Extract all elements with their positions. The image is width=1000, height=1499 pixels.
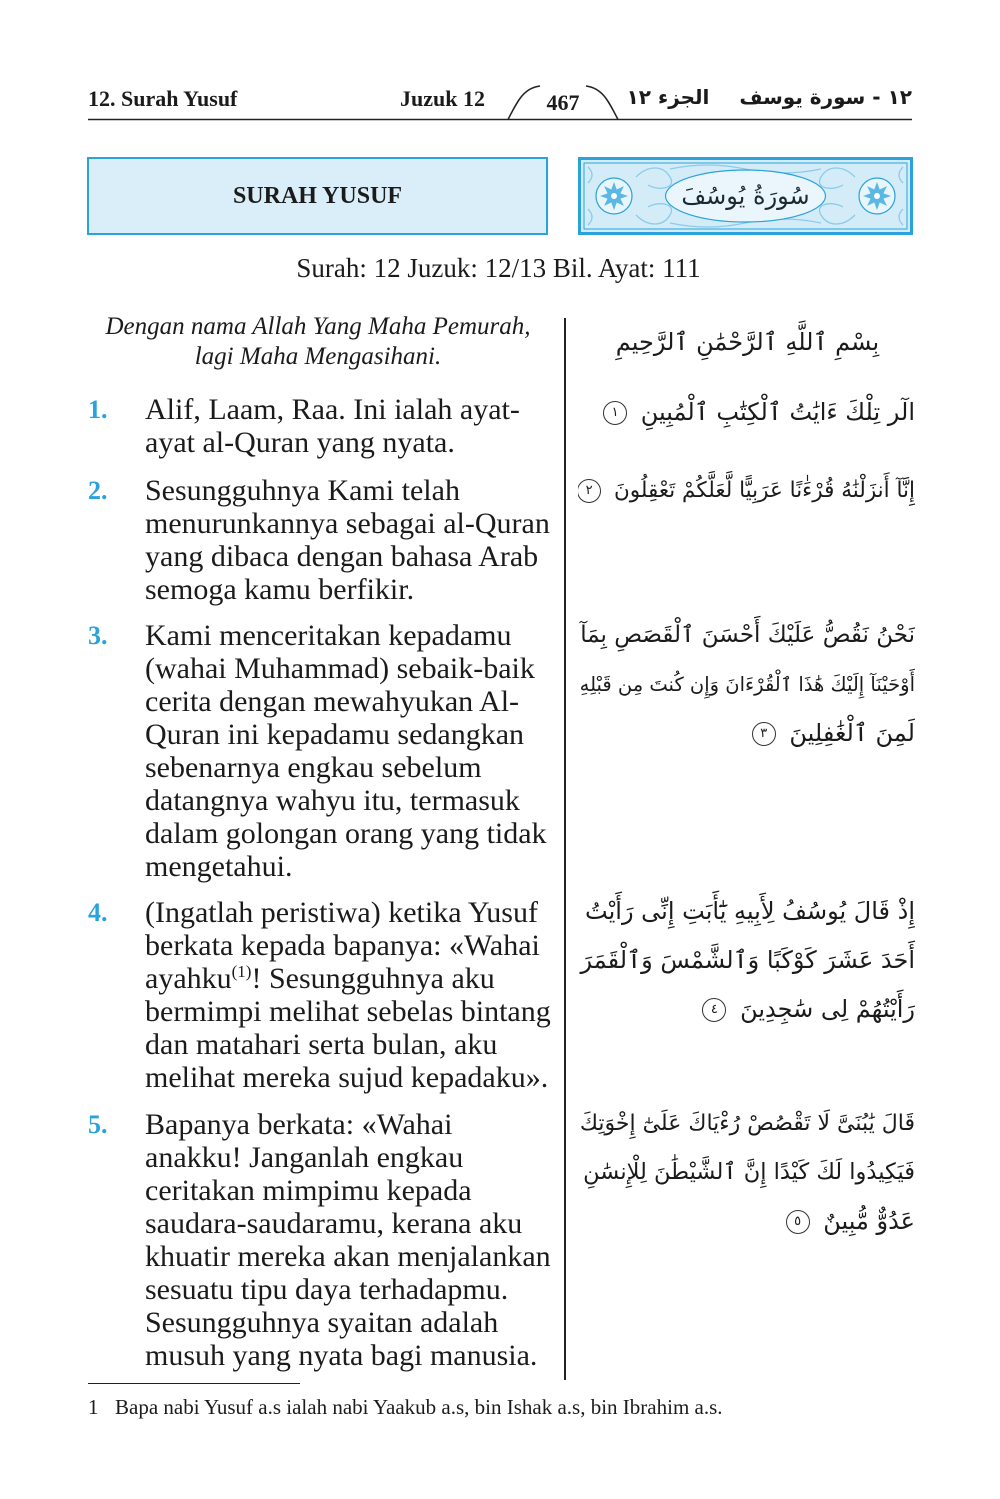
verse-number: 2. xyxy=(88,476,108,505)
footnote-text: Bapa nabi Yusuf a.s ialah nabi Yaakub a.s, bin Ishak a.s, bin Ibrahim a.s. xyxy=(115,1395,723,1419)
verse-line: datangnya wahyu itu, termasuk xyxy=(145,784,520,817)
verse-line: Quran ini kepadamu sedangkan xyxy=(145,718,525,751)
arabic-text: نَحْنُ نَقُصُّ عَلَيْكَ أَحْسَنَ ٱلْقَصَصِ بِمَآ xyxy=(580,622,915,648)
arabic-line xyxy=(578,1099,915,1148)
verse-line: sesuatu tipu daya terhadapmu. xyxy=(145,1273,509,1306)
arabic-line xyxy=(578,388,915,437)
ayah-end-marker: ١ xyxy=(603,401,627,425)
verse-line: bermimpi melihat sebelas bintang xyxy=(145,995,551,1028)
verse-text xyxy=(145,1108,560,1372)
verse-text xyxy=(145,619,560,883)
arabic-text: رَأَيْتُهُمْ لِى سَٰجِدِينَ xyxy=(740,995,915,1023)
verse-line: melihat mereka sujud kepadaku». xyxy=(145,1061,549,1094)
verse-line: (wahai Muhammad) sebaik-baik xyxy=(145,652,535,685)
page-number: 467 xyxy=(546,90,580,115)
ayah-end-marker: ٥ xyxy=(786,1210,810,1234)
arabic-line xyxy=(578,611,915,660)
arabic-text: إِذْ قَالَ يُوسُفُ لِأَبِيهِ يَٰٓأَبَتِ إِنِّى رَأَيْتُ xyxy=(585,897,915,925)
arabic-text: أَحَدَ عَشَرَ كَوْكَبًا وَٱلشَّمْسَ وَٱلْقَمَرَ xyxy=(580,946,915,974)
verse-text xyxy=(145,474,560,606)
arabic-text: لَمِنَ ٱلْغَٰفِلِينَ xyxy=(789,719,915,747)
basmalah-translation-line: Dengan nama Allah Yang Maha Pemurah, xyxy=(105,313,531,340)
column-divider xyxy=(564,318,566,1380)
surah-title: SURAH YUSUF xyxy=(232,182,403,209)
verse-1-arabic xyxy=(578,388,915,437)
basmalah-arabic: بِسْمِ ٱللَّهِ ٱلرَّحْمَٰنِ ٱلرَّحِيمِ xyxy=(615,328,880,356)
verse-line: Kami menceritakan kepadamu xyxy=(145,619,512,652)
basmalah-translation-line: lagi Maha Mengasihani. xyxy=(194,343,442,370)
verse-line: ceritakan mimpimu kepada xyxy=(145,1174,472,1207)
verse-line-segment: ! Sesungguhnya aku xyxy=(251,962,495,995)
verse-number: 4. xyxy=(88,898,108,927)
verse-line: berkata kepada bapanya: «Wahai xyxy=(145,929,540,962)
verse-2-arabic xyxy=(578,466,915,515)
verse-number: 5. xyxy=(88,1110,108,1139)
arabic-line xyxy=(578,466,915,515)
rosette-right xyxy=(859,178,895,214)
basmalah-translation xyxy=(88,312,548,372)
arabic-text: فَيَكِيدُوا لَكَ كَيْدًا إِنَّ ٱلشَّيْطَٰنَ لِلْإِنسَٰنِ xyxy=(583,1159,915,1185)
arabic-line xyxy=(578,660,915,709)
verse-line: mengetahui. xyxy=(145,850,293,883)
rosette-left xyxy=(596,178,632,214)
arabic-line xyxy=(578,887,915,936)
arabic-line xyxy=(578,1197,915,1246)
footnote-rule xyxy=(88,1383,300,1384)
surah-name-arabic: سُورَةُ يُوسُفَ xyxy=(681,182,810,210)
verse-4-arabic xyxy=(578,887,915,1034)
verse-line: cerita dengan mewahyukan Al- xyxy=(145,685,520,718)
verse-line: musuh yang nyata bagi manusia. xyxy=(145,1339,538,1372)
verse-text xyxy=(145,393,560,459)
verse-line: anakku! Janganlah engkau xyxy=(145,1141,464,1174)
verse-line xyxy=(145,962,560,995)
verse-line: Bapanya berkata: «Wahai xyxy=(145,1108,453,1141)
verse-line: yang dibaca dengan bahasa Arab xyxy=(145,540,539,573)
footnote-reference: (1) xyxy=(231,962,252,981)
verse-line: (Ingatlah peristiwa) ketika Yusuf xyxy=(145,896,538,929)
verse-line: dalam golongan orang yang tidak xyxy=(145,817,547,850)
verse-line-segment: ayahku xyxy=(145,962,232,995)
arabic-text: إِنَّآ أَنزَلْنَٰهُ قُرْءَٰنًا عَرَبِيًّا لَّعَلَّكُمْ تَعْقِلُونَ xyxy=(613,478,915,503)
arabic-text: عَدُوٌّ مُّبِينٌ xyxy=(823,1207,915,1235)
running-head-juzuk: Juzuk 12 xyxy=(400,86,485,111)
arabic-line xyxy=(578,936,915,985)
ayah-end-marker: ٣ xyxy=(752,722,776,746)
ayah-end-marker: ٢ xyxy=(578,479,601,503)
verse-3-arabic xyxy=(578,611,915,758)
arabic-line xyxy=(578,985,915,1034)
arabic-line xyxy=(578,1148,915,1197)
surah-info: Surah: 12 Juzuk: 12/13 Bil. Ayat: 111 xyxy=(296,253,701,283)
verse-line: saudara-saudaramu, kerana aku xyxy=(145,1207,523,1240)
verse-line: sebenarnya engkau sebelum xyxy=(145,751,482,784)
verse-number: 1. xyxy=(88,395,108,424)
verse-line: menurunkannya sebagai al-Quran xyxy=(145,507,550,540)
verse-line: Sesungguhnya syaitan adalah xyxy=(145,1306,499,1339)
verse-line: Alif, Laam, Raa. Ini ialah ayat- xyxy=(145,393,520,426)
verse-text xyxy=(145,896,560,1094)
arabic-line xyxy=(578,709,915,758)
arabic-text: الٓر تِلْكَ ءَايَٰتُ ٱلْكِتَٰبِ ٱلْمُبِينِ xyxy=(640,398,915,426)
verse-line: dan matahari serta bulan, aku xyxy=(145,1028,498,1061)
verse-line: semoga kamu berfikir. xyxy=(145,573,415,606)
running-head-surah: 12. Surah Yusuf xyxy=(88,86,238,111)
arabic-text: قَالَ يَٰبُنَىَّ لَا تَقْصُصْ رُءْيَاكَ عَلَىٰٓ إِخْوَتِكَ xyxy=(579,1111,915,1136)
surah-title-ornament xyxy=(578,157,913,235)
verse-line: khuatir mereka akan menjalankan xyxy=(145,1240,551,1273)
verse-number: 3. xyxy=(88,621,108,650)
ayah-end-marker: ٤ xyxy=(702,998,726,1022)
verse-line: ayat al-Quran yang nyata. xyxy=(145,426,455,459)
footnote-number: 1 xyxy=(88,1395,99,1419)
running-head-surah-arabic: ١٢ - سورة يوسف xyxy=(739,85,912,109)
verse-line: Sesungguhnya Kami telah xyxy=(145,474,460,507)
surah-title-box xyxy=(87,157,548,235)
running-head-juz-arabic: الجزء ١٢ xyxy=(626,85,710,109)
verse-5-arabic xyxy=(578,1099,915,1246)
arabic-text: أَوْحَيْنَآ إِلَيْكَ هَٰذَا ٱلْقُرْءَانَ وَإِن كُنتَ مِن قَبْلِهِ xyxy=(579,673,915,696)
